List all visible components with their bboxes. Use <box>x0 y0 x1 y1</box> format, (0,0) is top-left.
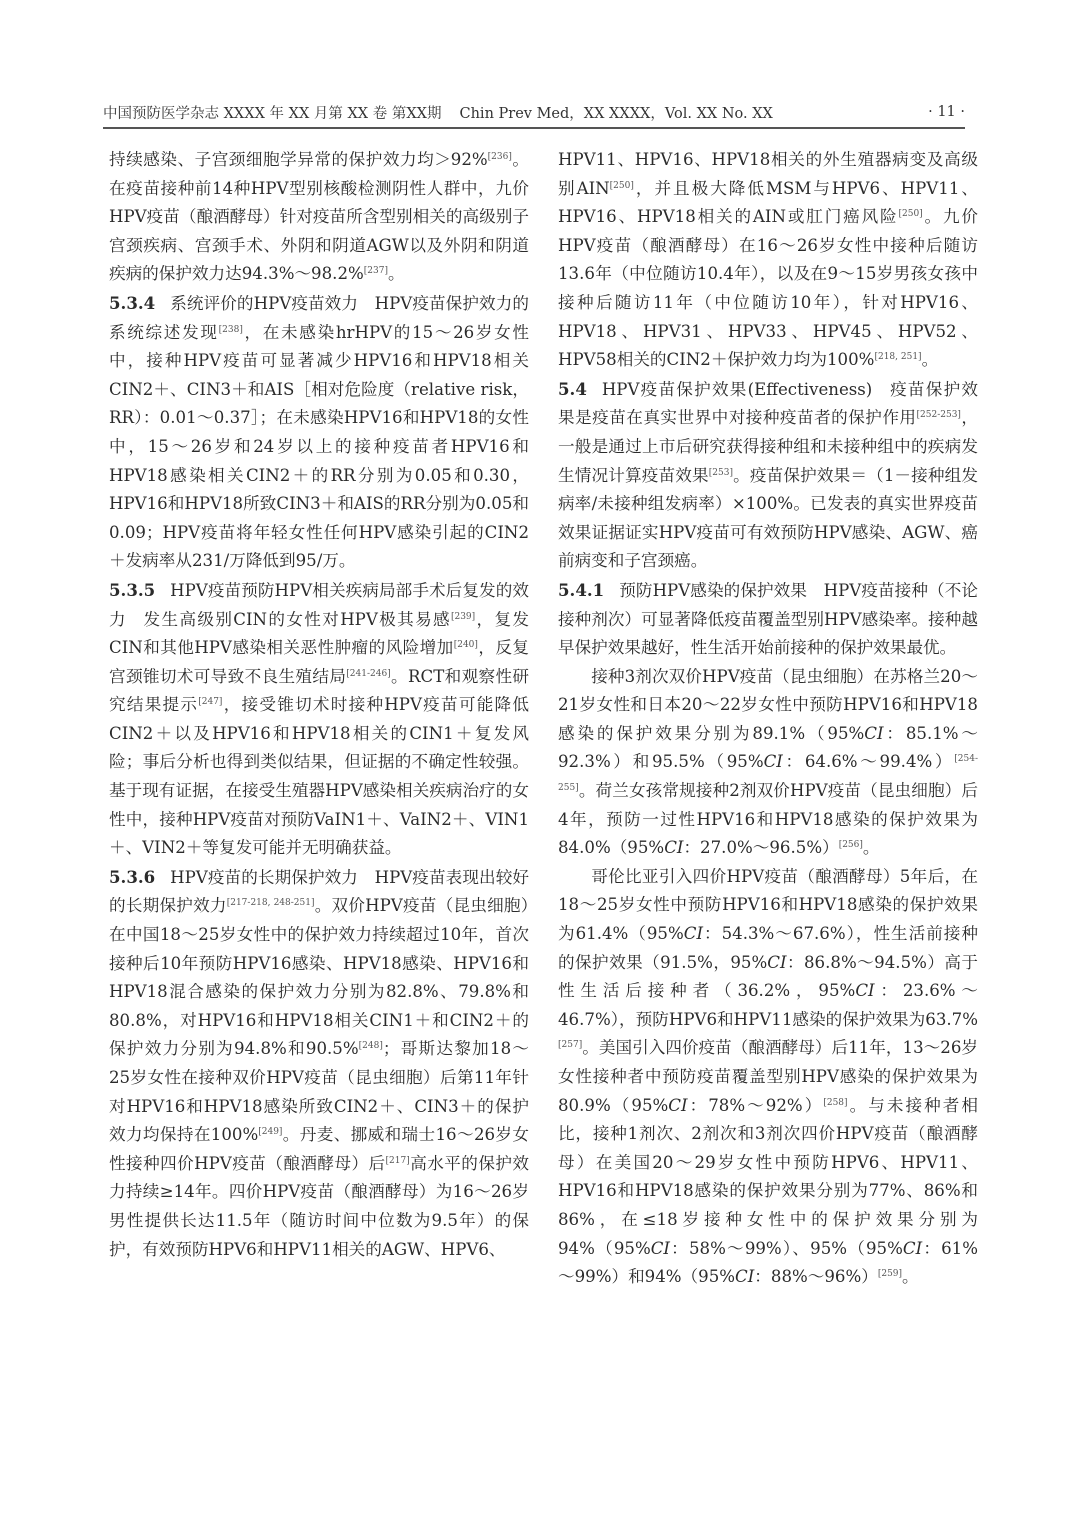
body-text: 哥伦比亚引入四价HPV疫苗（酿酒酵母）5年后，在18～25岁女性中预防HPV16和HPV18感染的保护效果为61.4%（95% <box>558 866 978 944</box>
section-5-4 <box>558 375 978 576</box>
citation: [256] <box>838 840 863 851</box>
citation: [239] <box>450 611 476 622</box>
citation: [254-255] <box>558 754 978 794</box>
body-text: 。 <box>902 1267 919 1287</box>
section-number: 5.4 <box>558 378 587 399</box>
section-title: 预防HPV感染的保护效果 <box>619 580 808 600</box>
citation: [253] <box>708 467 733 478</box>
ci-label: CI <box>650 1238 670 1258</box>
body-text: ，复发CIN和其他HPV感染相关恶性肿瘤的风险增加 <box>109 609 530 658</box>
journal-title-cn: 中国预防医学杂志 XXXX 年 XX 月第 XX 卷 第XX期 <box>103 105 442 122</box>
header-rule <box>103 127 965 129</box>
body-text: 疫苗保护效果是疫苗在真实世界中对接种疫苗者的保护作用 <box>558 379 978 428</box>
section-number: 5.4.1 <box>558 579 605 600</box>
body-text: 接种3剂次双价HPV疫苗（昆虫细胞）在苏格兰20～21岁女性和日本20～22岁女性中预防HPV16和HPV18感染的保护效果分别为89.1%（95% <box>558 666 978 743</box>
ci-label: CI <box>902 1238 923 1258</box>
ci-label: CI <box>855 981 875 1001</box>
body-text: ：27.0%～96.5%） <box>683 838 839 858</box>
body-text: ：88%～96%） <box>754 1267 878 1287</box>
citation: [249] <box>258 1127 283 1138</box>
body-text: 。疫苗保护效果＝（1－接种组发病率/未接种组发病率）×100%。已发表的真实世界疫苗效果证据证实HPV疫苗可有效预防HPV感染、AGW、癌前病变和子宫颈癌。 <box>558 465 979 571</box>
section-title: HPV疫苗保护效果(Effectiveness) <box>601 379 873 399</box>
paragraph-quadrivalent <box>558 863 978 1292</box>
citation: [257] <box>558 1040 583 1051</box>
section-5-3-5 <box>109 576 529 863</box>
section-title: HPV疫苗的长期保护效力 <box>170 867 358 887</box>
citation: [238] <box>218 324 243 335</box>
body-text: 持续感染、子宫颈细胞学异常的保护效力均＞92% <box>109 150 488 169</box>
section-title: HPV疫苗预防HPV相关疾病局部手术后复发的效力 <box>109 580 529 629</box>
body-text: 。双价HPV疫苗（昆虫细胞）在中国18～25岁女性中的保护效力持续超过10年，首次接种后10年预防HPV16感染、HPV18感染、HPV16和HPV18混合感染的保护效力分别为82.8%、79.8%和80.8%，对HPV16和HPV18相关CIN1＋和CIN2＋的保护效力分别为94.8%和90.5% <box>109 896 529 1059</box>
citation: [237] <box>363 266 388 277</box>
left-column <box>109 146 529 1264</box>
citation: [240] <box>453 640 478 651</box>
body-text: ：64.6%～99.4%） <box>782 752 955 772</box>
page-number: · 11 · <box>928 104 965 120</box>
paragraph-bivalent <box>558 663 978 863</box>
ci-label: CI <box>864 723 884 743</box>
ci-label: CI <box>735 1267 755 1287</box>
body-text: 。 <box>921 350 939 370</box>
citation: [248] <box>358 1041 383 1052</box>
body-text: 。RCT和观察性研究结果提示 <box>109 666 530 715</box>
ci-label: CI <box>683 924 704 944</box>
body-text: ，一般是通过上市后研究获得接种组和未接种组中的疾病发生情况计算疫苗效果 <box>558 408 979 485</box>
body-text: ，在未感染hrHPV的15～26岁女性中，接种HPV疫苗可显著减少HPV16和HPV18相关CIN2＋、CIN3＋和AIS［相对危险度（relative risk，RR）：0.01～0.37］；在未感染HPV16和HPV18的女性中，15～26岁和24岁以上的接种疫苗者HPV16和HPV18感染相关CIN2＋的RR分别为0.05和0.30，HPV16和HPV18所致CIN3＋和AIS的RR分别为0.05和0.09；HPV疫苗将年轻女性任何HPV感染引起的CIN2＋发病率从231/万降低到95/万。 <box>109 322 530 571</box>
paragraph-continuation <box>558 146 978 375</box>
body-text: HPV疫苗表现出较好的长期保护效力 <box>109 867 529 916</box>
ci-label: CI <box>668 1095 688 1115</box>
citation: [217-218, 248-251] <box>226 898 315 909</box>
journal-title-en: Chin Prev Med，XX XXXX，Vol. XX No. XX <box>459 105 773 122</box>
body-text: ：61%～99%）和94%（95% <box>558 1238 978 1287</box>
citation: [217] <box>385 1155 410 1166</box>
body-text: ：23.6%～46.7%），预防HPV6和HPV11感染的保护效果为63.7% <box>558 981 978 1029</box>
citation: [252-253] <box>916 410 961 421</box>
citation: [258] <box>823 1097 848 1108</box>
body-text: 。美国引入四价疫苗（酿酒酵母）后11年，13～26岁女性接种者中预防疫苗覆盖型别HPV感染的保护效果为80.9%（95% <box>558 1038 978 1115</box>
section-5-3-6 <box>109 863 529 1264</box>
citation: [250] <box>898 209 923 220</box>
body-text: ：78%～92%） <box>687 1095 824 1115</box>
body-text: 。丹麦、挪威和瑞士16～26岁女性接种四价HPV疫苗（酿酒酵母）后 <box>109 1125 529 1173</box>
citation: [241-246] <box>346 668 391 679</box>
citation: [236] <box>487 152 512 162</box>
body-text: 。与未接种者相比，接种1剂次、2剂次和3剂次四价HPV疫苗（酿酒酵母）在美国20～29岁女性中预防HPV6、HPV11、HPV16和HPV18感染的保护效果分别为77%、86%和86%，在≤18岁接种女性中的保护效果分别为94%（95% <box>558 1095 978 1258</box>
body-text: ；哥斯达黎加18～25岁女性在接种双价HPV疫苗（昆虫细胞）后第11年针对HPV16和HPV18感染所致CIN2＋、CIN3＋的保护效力均保持在100% <box>109 1039 529 1145</box>
body-text: ：58%～99%）、95%（95% <box>670 1238 903 1258</box>
ci-label: CI <box>664 838 684 858</box>
section-number: 5.3.6 <box>109 866 156 887</box>
citation: [218, 251] <box>874 352 922 363</box>
body-text: 高水平的保护效力持续≥14年。四价HPV疫苗（酿酒酵母）为16～26岁男性提供长达11.5年（随访时间中位数为9.5年）的保护，有效预防HPV6和HPV11相关的AGW、HPV6、 <box>109 1153 529 1259</box>
body-text: 。荷兰女孩常规接种2剂双价HPV疫苗（昆虫细胞）后4年，预防一过性HPV16和HPV18感染的保护效果为84.0%（95% <box>558 781 978 858</box>
section-5-3-4 <box>109 289 529 576</box>
ci-label: CI <box>763 752 783 772</box>
body-text: ，并且极大降低MSM与HPV6、HPV11、HPV16、HPV18相关的AIN或肛门癌风险 <box>558 178 978 227</box>
body-text: 发生高级别CIN的女性对HPV极其易感 <box>143 609 451 629</box>
section-number: 5.3.5 <box>109 579 156 600</box>
citation: [250] <box>609 180 634 191</box>
body-text: HPV疫苗保护效力的系统综述发现 <box>109 293 529 342</box>
body-text: 。 <box>387 264 405 284</box>
citation: [259] <box>877 1269 903 1280</box>
body-text: ，反复宫颈锥切术可导致不良生殖结局 <box>109 638 530 686</box>
body-text: HPV疫苗接种（不论接种剂次）可显著降低疫苗覆盖型别HPV感染率。接种越早保护效果越好，性生活开始前接种的保护效果最优。 <box>558 580 978 658</box>
section-title: 系统评价的HPV疫苗效力 <box>170 293 359 313</box>
body-text: HPV11、HPV16、HPV18相关的外生殖器病变及高级别AIN <box>558 150 978 198</box>
section-5-4-1 <box>558 576 978 663</box>
section-number: 5.3.4 <box>109 292 156 313</box>
ci-label: CI <box>767 952 787 972</box>
body-text: ：86.8%～94.5%）高于性生活后接种者（36.2%，95% <box>558 952 978 1001</box>
citation: [247] <box>198 697 223 708</box>
body-text: ：54.3%～67.6%），性生活前接种的保护效果（91.5%，95% <box>558 924 978 972</box>
body-text: ：85.1%～92.3%）和95.5%（95% <box>558 723 978 772</box>
body-text: 。在疫苗接种前14种HPV型别核酸检测阴性人群中，九价HPV疫苗（酿酒酵母）针对疫苗所含型别相关的高级别子宫颈疾病、宫颈手术、外阴和阴道AGW以及外阴和阴道疾病的保护效力达94.3%～98.2% <box>109 150 529 284</box>
running-header <box>103 98 965 126</box>
body-text: ，接受锥切术时接种HPV疫苗可能降低CIN2＋以及HPV16和HPV18相关的CIN1＋复发风险；事后分析也得到类似结果，但证据的不确定性较强。基于现有证据，在接受生殖器HPV感染相关疾病治疗的女性中，接种HPV疫苗对预防VaIN1＋、VaIN2＋、VIN1＋、VIN2＋等复发可能并无明确获益。 <box>109 695 529 858</box>
body-text: 。 <box>862 838 880 858</box>
paragraph-continuation <box>109 146 529 289</box>
right-column <box>558 146 978 1292</box>
body-text: 。九价HPV疫苗（酿酒酵母）在16～26岁女性中接种后随访13.6年（中位随访10.4年），以及在9～15岁男孩女孩中接种后随访11年（中位随访10年），针对HPV16、HPV18、HPV31、HPV33、HPV45、HPV52、HPV58相关的CIN2＋保护效力均为100% <box>558 207 979 370</box>
